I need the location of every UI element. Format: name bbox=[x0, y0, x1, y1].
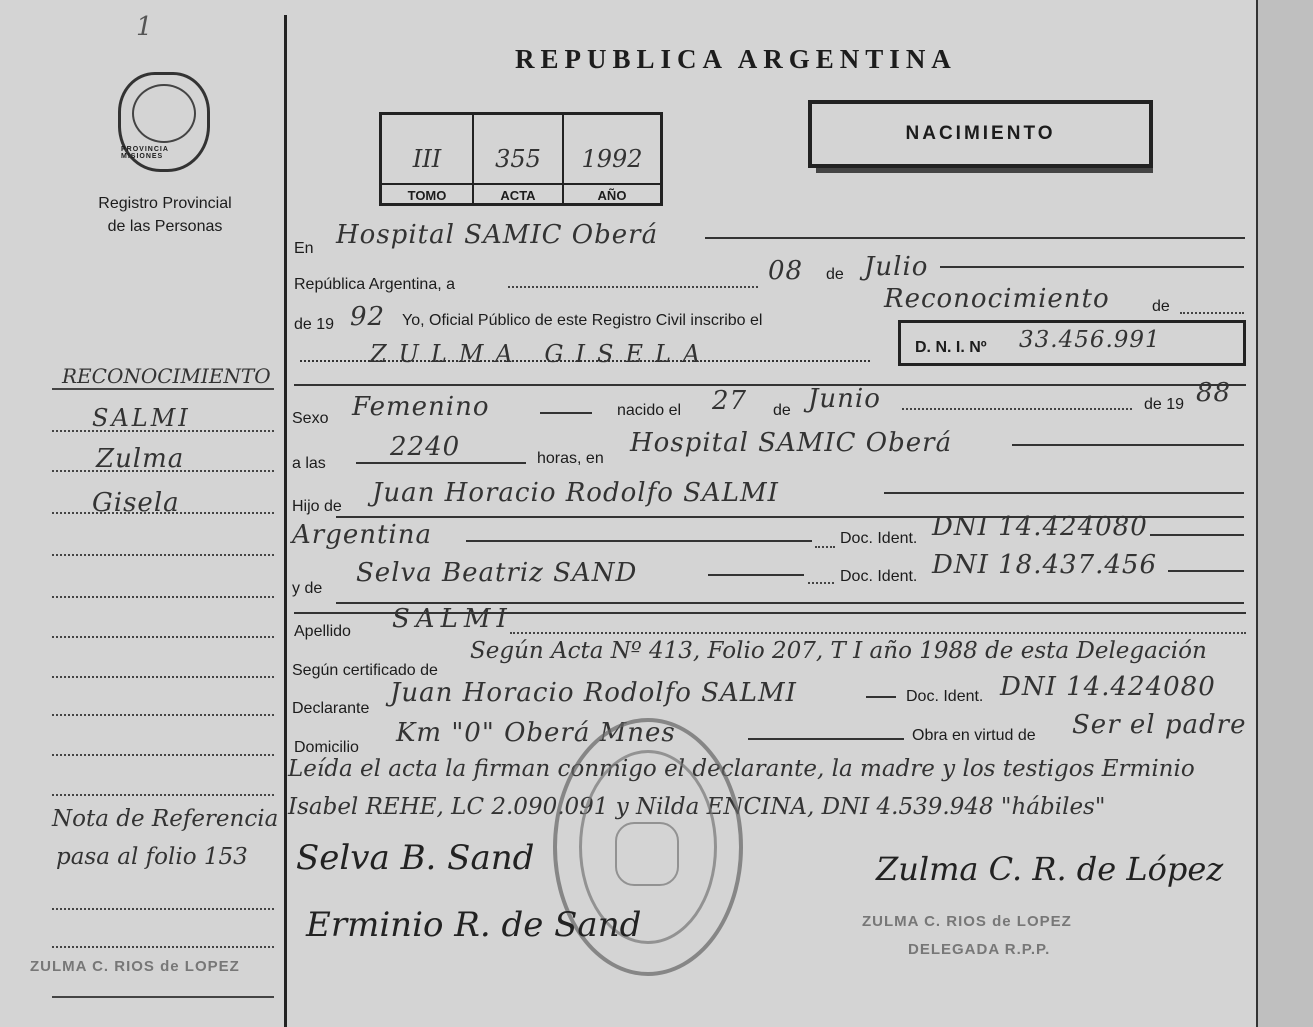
segun-label: Según certificado de bbox=[292, 662, 438, 679]
obra-value: Ser el padre bbox=[1072, 710, 1247, 740]
margin-first-name: Zulma bbox=[96, 444, 185, 474]
tomo-cell bbox=[382, 115, 472, 203]
margin-second-name: Gisela bbox=[92, 488, 180, 518]
yde-label: y de bbox=[292, 580, 323, 597]
registry-table bbox=[379, 112, 663, 206]
doc-ident-label-3: Doc. Ident. bbox=[906, 688, 984, 705]
horas-label: horas, en bbox=[537, 450, 604, 467]
margin-line bbox=[52, 714, 274, 716]
birth-year-value: 88 bbox=[1196, 378, 1232, 408]
act-type-box: NACIMIENTO bbox=[808, 100, 1153, 168]
mother-doc-value: DNI 18.437.456 bbox=[932, 550, 1157, 580]
closing-line-1: Leída el acta la firman conmigo el declarante, la madre y los testigos Erminio bbox=[288, 756, 1195, 782]
dni-label: D. N. I. Nº bbox=[915, 339, 987, 356]
month-line bbox=[940, 266, 1244, 268]
de2-label: de bbox=[1152, 298, 1170, 315]
country-title: REPUBLICA ARGENTINA bbox=[515, 44, 957, 74]
declarante-line bbox=[866, 696, 896, 698]
de3-label: de bbox=[773, 402, 791, 419]
dni-value: 33.456.991 bbox=[1019, 327, 1161, 353]
father-name-line bbox=[884, 492, 1244, 494]
acta-value: 355 bbox=[495, 145, 541, 173]
closing-line-2: Isabel REHE, LC 2.090.091 y Nilda ENCINA, DNI 4.539.948 "hábiles" bbox=[288, 794, 1106, 820]
margin-line bbox=[52, 676, 274, 678]
domicilio-value: Km "0" Oberá Mnes bbox=[396, 718, 676, 748]
oficial-text: Yo, Oficial Público de este Registro Civil inscribo el bbox=[402, 312, 763, 329]
tomo-label: TOMO bbox=[382, 183, 472, 203]
birth-place-value: Hospital SAMIC Oberá bbox=[630, 428, 953, 458]
year-prefix: de 19 bbox=[294, 316, 335, 333]
mother-dots bbox=[808, 582, 834, 584]
declarante-value: Juan Horacio Rodolfo SALMI bbox=[390, 678, 797, 708]
de2-dots bbox=[1180, 312, 1244, 314]
tomo-value: III bbox=[412, 145, 442, 173]
republica-label: República Argentina, a bbox=[294, 276, 455, 293]
mother-name-value: Selva Beatriz SAND bbox=[356, 558, 638, 588]
official-stamp-name: ZULMA C. RIOS de LOPEZ bbox=[862, 913, 1072, 930]
alas-label: a las bbox=[292, 455, 326, 472]
sexo-label: Sexo bbox=[292, 410, 329, 427]
margin-line bbox=[52, 794, 274, 796]
mother-doc-line bbox=[1168, 570, 1244, 572]
acta-label: ACTA bbox=[474, 183, 562, 203]
witness-signature: Erminio R. de Sand bbox=[306, 905, 642, 945]
birth-day-value: 27 bbox=[712, 386, 748, 416]
date-dots bbox=[508, 286, 758, 288]
margin-note-line-1: Nota de Referencia bbox=[52, 806, 279, 832]
margin-surname: SALMI bbox=[92, 404, 191, 432]
place-value: Hospital SAMIC Oberá bbox=[336, 220, 659, 250]
margin-type: RECONOCIMIENTO bbox=[62, 364, 271, 388]
sexo-value: Femenino bbox=[352, 392, 490, 422]
father-doc-value: DNI 14.424080 bbox=[932, 512, 1148, 542]
page-number: 1 bbox=[136, 12, 153, 42]
segun-value: Según Acta Nº 413, Folio 207, T I año 1988 de esta Delegación bbox=[470, 638, 1207, 664]
acta-cell bbox=[472, 115, 562, 203]
official-stamp-role: DELEGADA R.P.P. bbox=[908, 941, 1051, 958]
nationality-dots bbox=[815, 546, 835, 548]
office-line-1: Registro Provincial bbox=[98, 195, 232, 212]
margin-line bbox=[52, 996, 274, 998]
year-suffix: 92 bbox=[350, 302, 386, 332]
father-nationality-value: Argentina bbox=[292, 520, 432, 550]
page-edge bbox=[1256, 0, 1313, 1027]
inscription-type-value: Reconocimiento bbox=[884, 284, 1110, 314]
de-label: de bbox=[826, 266, 844, 283]
father-name-value: Juan Horacio Rodolfo SALMI bbox=[372, 478, 779, 508]
margin-divider bbox=[284, 15, 287, 1027]
margin-note-line-2: pasa al folio 153 bbox=[56, 844, 248, 870]
sexo-line bbox=[540, 412, 592, 414]
declarante-label: Declarante bbox=[292, 700, 370, 717]
margin-line bbox=[52, 754, 274, 756]
doc-ident-label-2: Doc. Ident. bbox=[840, 568, 918, 585]
ano-value: 1992 bbox=[581, 145, 643, 173]
father-doc-line bbox=[1150, 534, 1244, 536]
month-value: Julio bbox=[864, 252, 929, 282]
margin-line bbox=[52, 946, 274, 948]
apellido-value: SALMI bbox=[392, 604, 513, 634]
margin-line bbox=[52, 388, 274, 390]
section-rule-1 bbox=[294, 384, 1246, 386]
margin-official-stamp: ZULMA C. RIOS de LOPEZ bbox=[30, 958, 240, 975]
stamp-emblem bbox=[615, 822, 679, 886]
official-signature: Zulma C. R. de López bbox=[876, 850, 1224, 888]
margin-line bbox=[52, 596, 274, 598]
de19-label: de 19 bbox=[1144, 396, 1185, 413]
obra-label: Obra en virtud de bbox=[912, 727, 1036, 744]
birth-month-value: Junio bbox=[808, 384, 881, 414]
nationality-line bbox=[466, 540, 812, 542]
mother-name-line bbox=[708, 574, 804, 576]
place-line bbox=[705, 237, 1245, 239]
birth-place-line bbox=[1012, 444, 1244, 446]
domicilio-label: Domicilio bbox=[294, 739, 359, 756]
apellido-dots bbox=[510, 632, 1246, 634]
en-label: En bbox=[294, 240, 314, 257]
ano-cell bbox=[562, 115, 660, 203]
margin-line bbox=[52, 554, 274, 556]
margin-line bbox=[52, 636, 274, 638]
margin-line bbox=[52, 908, 274, 910]
declarante-doc-value: DNI 14.424080 bbox=[1000, 672, 1216, 702]
mother-signature: Selva B. Sand bbox=[296, 838, 535, 878]
seal-text: PROVINCIA MISIONES bbox=[121, 146, 169, 160]
office-line-2: de las Personas bbox=[107, 218, 223, 235]
provincial-seal-icon bbox=[118, 72, 210, 172]
doc-ident-label-1: Doc. Ident. bbox=[840, 530, 918, 547]
person-name-line bbox=[300, 360, 870, 362]
seal-emblem bbox=[132, 84, 196, 143]
hour-line bbox=[356, 462, 526, 464]
ano-label: AÑO bbox=[564, 183, 660, 203]
person-name-value: ZULMA GISELA bbox=[370, 340, 713, 368]
hijo-label: Hijo de bbox=[292, 498, 342, 515]
nacido-label: nacido el bbox=[617, 402, 682, 419]
apellido-label: Apellido bbox=[294, 623, 351, 640]
birth-month-dots bbox=[902, 408, 1132, 410]
domicilio-line bbox=[748, 738, 904, 740]
day-value: 08 bbox=[768, 256, 804, 286]
office-name bbox=[60, 192, 270, 238]
hour-value: 2240 bbox=[390, 432, 461, 462]
dni-box bbox=[898, 320, 1246, 366]
